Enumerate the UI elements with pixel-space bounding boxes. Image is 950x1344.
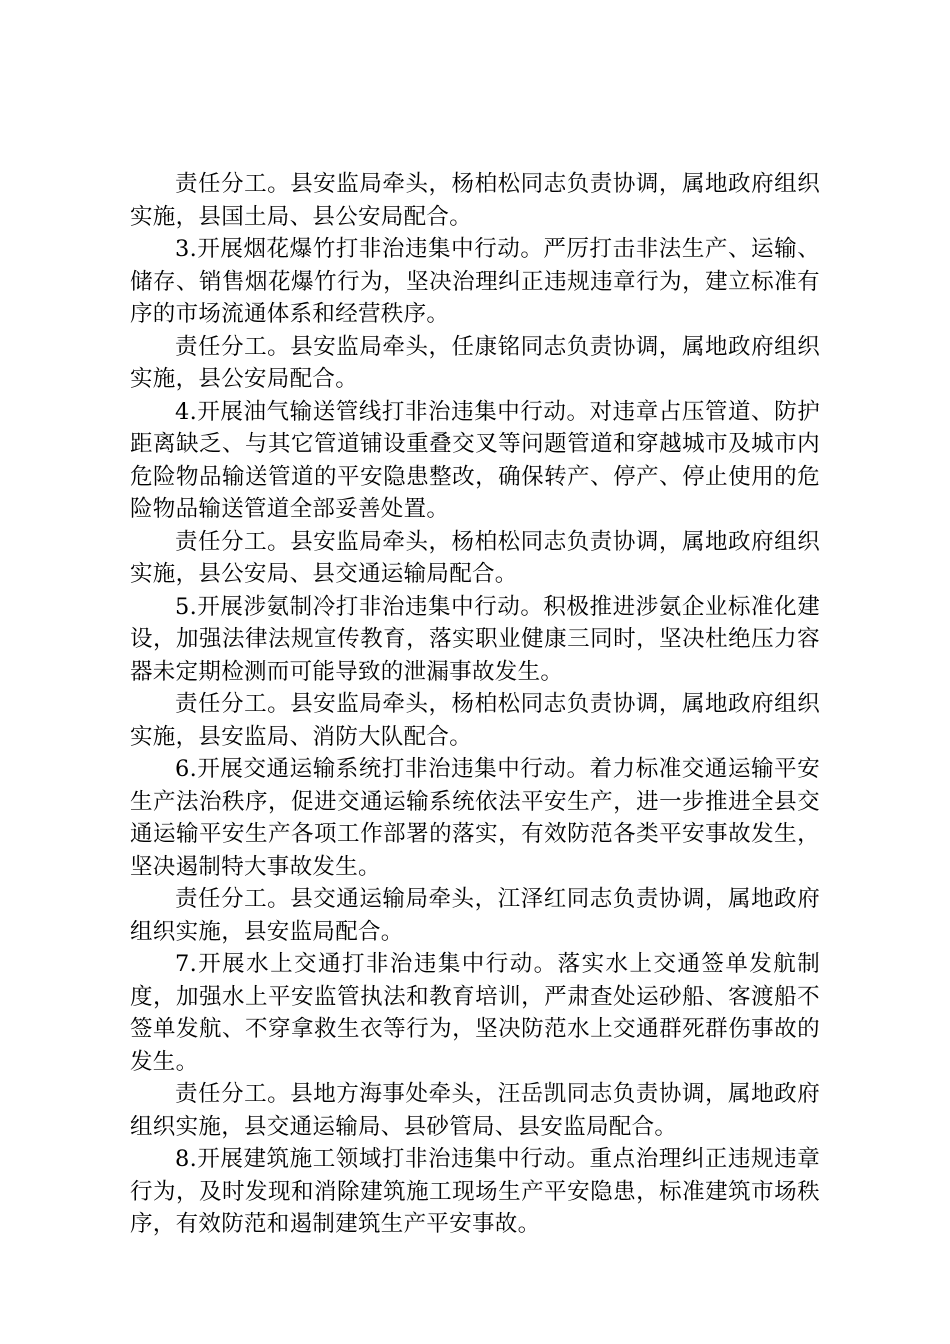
paragraph-item-3: 3.开展烟花爆竹打非治违集中行动。严厉打击非法生产、运输、储存、销售烟花爆竹行为，坚决治理纠正违规违章行为，建立标准有序的市场流通体系和经营秩序。 — [130, 236, 820, 327]
paragraph-responsibility-3: 责任分工。县安监局牵头，任康铭同志负责协调，属地政府组织实施，县公安局配合。 — [130, 333, 820, 392]
paragraph-responsibility-5: 责任分工。县安监局牵头，杨柏松同志负责协调，属地政府组织实施，县安监局、消防大队配合。 — [130, 691, 820, 750]
paragraph-item-4: 4.开展油气输送管线打非治违集中行动。对违章占压管道、防护距离缺乏、与其它管道铺设重叠交叉等问题管道和穿越城市及城市内危险物品输送管道的平安隐患整改，确保转产、停产、停止使用的危险物品输送管道全部妥善处置。 — [130, 398, 820, 522]
paragraph-item-7: 7.开展水上交通打非治违集中行动。落实水上交通签单发航制度，加强水上平安监管执法和教育培训，严肃查处运砂船、客渡船不签单发航、不穿拿救生衣等行为，坚决防范水上交通群死群伤事故的发生。 — [130, 951, 820, 1075]
paragraph-responsibility-6: 责任分工。县交通运输局牵头，江泽红同志负责协调，属地政府组织实施，县安监局配合。 — [130, 886, 820, 945]
paragraph-responsibility-7: 责任分工。县地方海事处牵头，汪岳凯同志负责协调，属地政府组织实施，县交通运输局、县砂管局、县安监局配合。 — [130, 1081, 820, 1140]
paragraph-item-8: 8.开展建筑施工领域打非治违集中行动。重点治理纠正违规违章行为，及时发现和消除建筑施工现场生产平安隐患，标准建筑市场秩序，有效防范和遏制建筑生产平安事故。 — [130, 1146, 820, 1237]
paragraph-item-5: 5.开展涉氨制冷打非治违集中行动。积极推进涉氨企业标准化建设，加强法律法规宣传教育，落实职业健康三同时，坚决杜绝压力容器未定期检测而可能导致的泄漏事故发生。 — [130, 593, 820, 685]
document-body — [130, 168, 820, 1241]
paragraph-responsibility-4: 责任分工。县安监局牵头，杨柏松同志负责协调，属地政府组织实施，县公安局、县交通运输局配合。 — [130, 528, 820, 587]
paragraph-item-6: 6.开展交通运输系统打非治违集中行动。着力标准交通运输平安生产法治秩序，促进交通运输系统依法平安生产，进一步推进全县交通运输平安生产各项工作部署的落实，有效防范各类平安事故发生，坚决遏制特大事故发生。 — [130, 756, 820, 880]
paragraph-responsibility-1: 责任分工。县安监局牵头，杨柏松同志负责协调，属地政府组织实施，县国土局、县公安局配合。 — [130, 171, 820, 230]
